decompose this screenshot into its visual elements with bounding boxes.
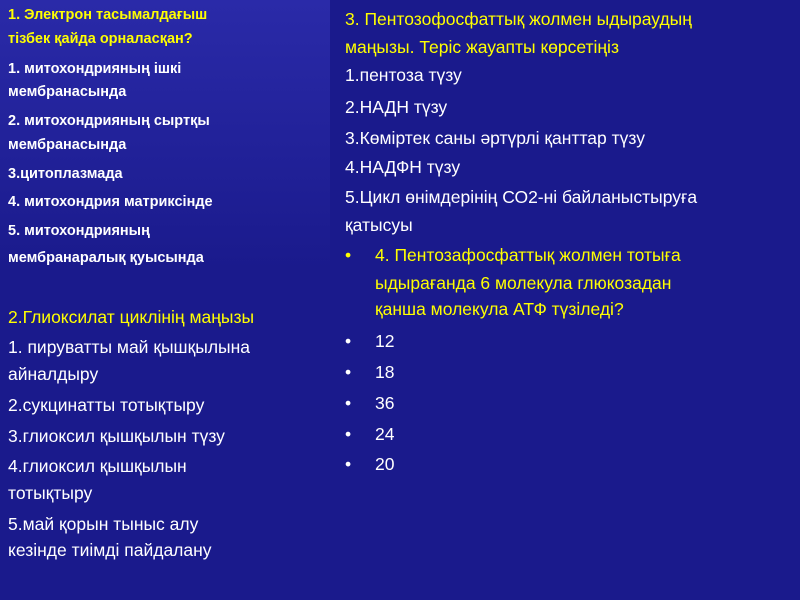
q2-option-1-line-2: айналдыру (8, 364, 99, 384)
q4-option-1-text: 12 (375, 331, 395, 351)
q2-option-1-line-1: 1. пируватты май қышқылына (8, 337, 251, 357)
question-1-line-1: 1. Электрон тасымалдағыш (8, 7, 208, 23)
question-3-line-2: маңызы. Теріс жауапты көрсетіңіз (345, 37, 619, 57)
q1-option-2-line-1: 2. митохондрияның сыртқы (8, 113, 210, 129)
q3-option-1: 1.пентоза түзу (345, 65, 462, 85)
q3-option-3: 3.Көміртек саны әртүрлі қанттар түзу (345, 128, 645, 148)
question-4-line-2: ыдырағанда 6 молекула глюкозадан (375, 273, 672, 293)
question-3-line-1: 3. Пентозофосфаттық жолмен ыдыраудың (345, 9, 692, 29)
q2-option-2: 2.сукцинатты тотықтыру (8, 395, 205, 415)
bullet-icon: • (345, 331, 352, 351)
question-1-line-2: тізбек қайда орналасқан? (8, 31, 193, 47)
question-4-line-1: 4. Пентозафосфаттық жолмен тотыға (375, 245, 681, 265)
bullet-icon: • (345, 393, 352, 413)
left-column (0, 0, 330, 600)
q3-option-5-line-1: 5.Цикл өнімдерінің СО2-ні байланыстыруға (345, 187, 698, 207)
q1-option-1-line-1: 1. митохондрияның ішкі (8, 61, 182, 77)
question-1-block (0, 0, 330, 270)
q1-option-5-line-1: 5. митохондрияның (8, 223, 150, 239)
q2-option-5-line-2: кезінде тиімді пайдалану (8, 540, 212, 560)
q4-option-3-text: 36 (375, 393, 395, 413)
bullet-icon: • (345, 454, 352, 474)
q3-option-4: 4.НАДФН түзу (345, 157, 461, 177)
q1-option-4: 4. митохондрия матриксінде (8, 194, 213, 210)
q2-option-5-line-1: 5.май қорын тыныс алу (8, 514, 199, 534)
q3-option-5-line-2: қатысуы (345, 215, 413, 235)
q1-option-2-line-2: мембранасында (8, 137, 127, 153)
q4-option-4-text: 24 (375, 424, 395, 444)
q1-option-3: 3.цитоплазмада (8, 166, 123, 182)
q1-option-1-line-2: мембранасында (8, 84, 127, 100)
bullet-icon: • (345, 245, 352, 265)
q1-option-5-line-2: мембранаралық қуысында (8, 250, 204, 266)
question-2-title: 2.Глиоксилат циклінің маңызы (8, 307, 255, 327)
q4-option-2-text: 18 (375, 362, 395, 382)
q2-option-3: 3.глиоксил қышқылын түзу (8, 426, 225, 446)
bullet-icon: • (345, 362, 352, 382)
q4-option-5-text: 20 (375, 454, 395, 474)
q2-option-4-line-2: тотықтыру (8, 483, 93, 503)
bullet-icon: • (345, 424, 352, 444)
q3-option-2: 2.НАДН түзу (345, 97, 448, 117)
q2-option-4-line-1: 4.глиоксил қышқылын (8, 456, 187, 476)
question-4-line-3: қанша молекула АТФ түзіледі? (375, 299, 624, 319)
